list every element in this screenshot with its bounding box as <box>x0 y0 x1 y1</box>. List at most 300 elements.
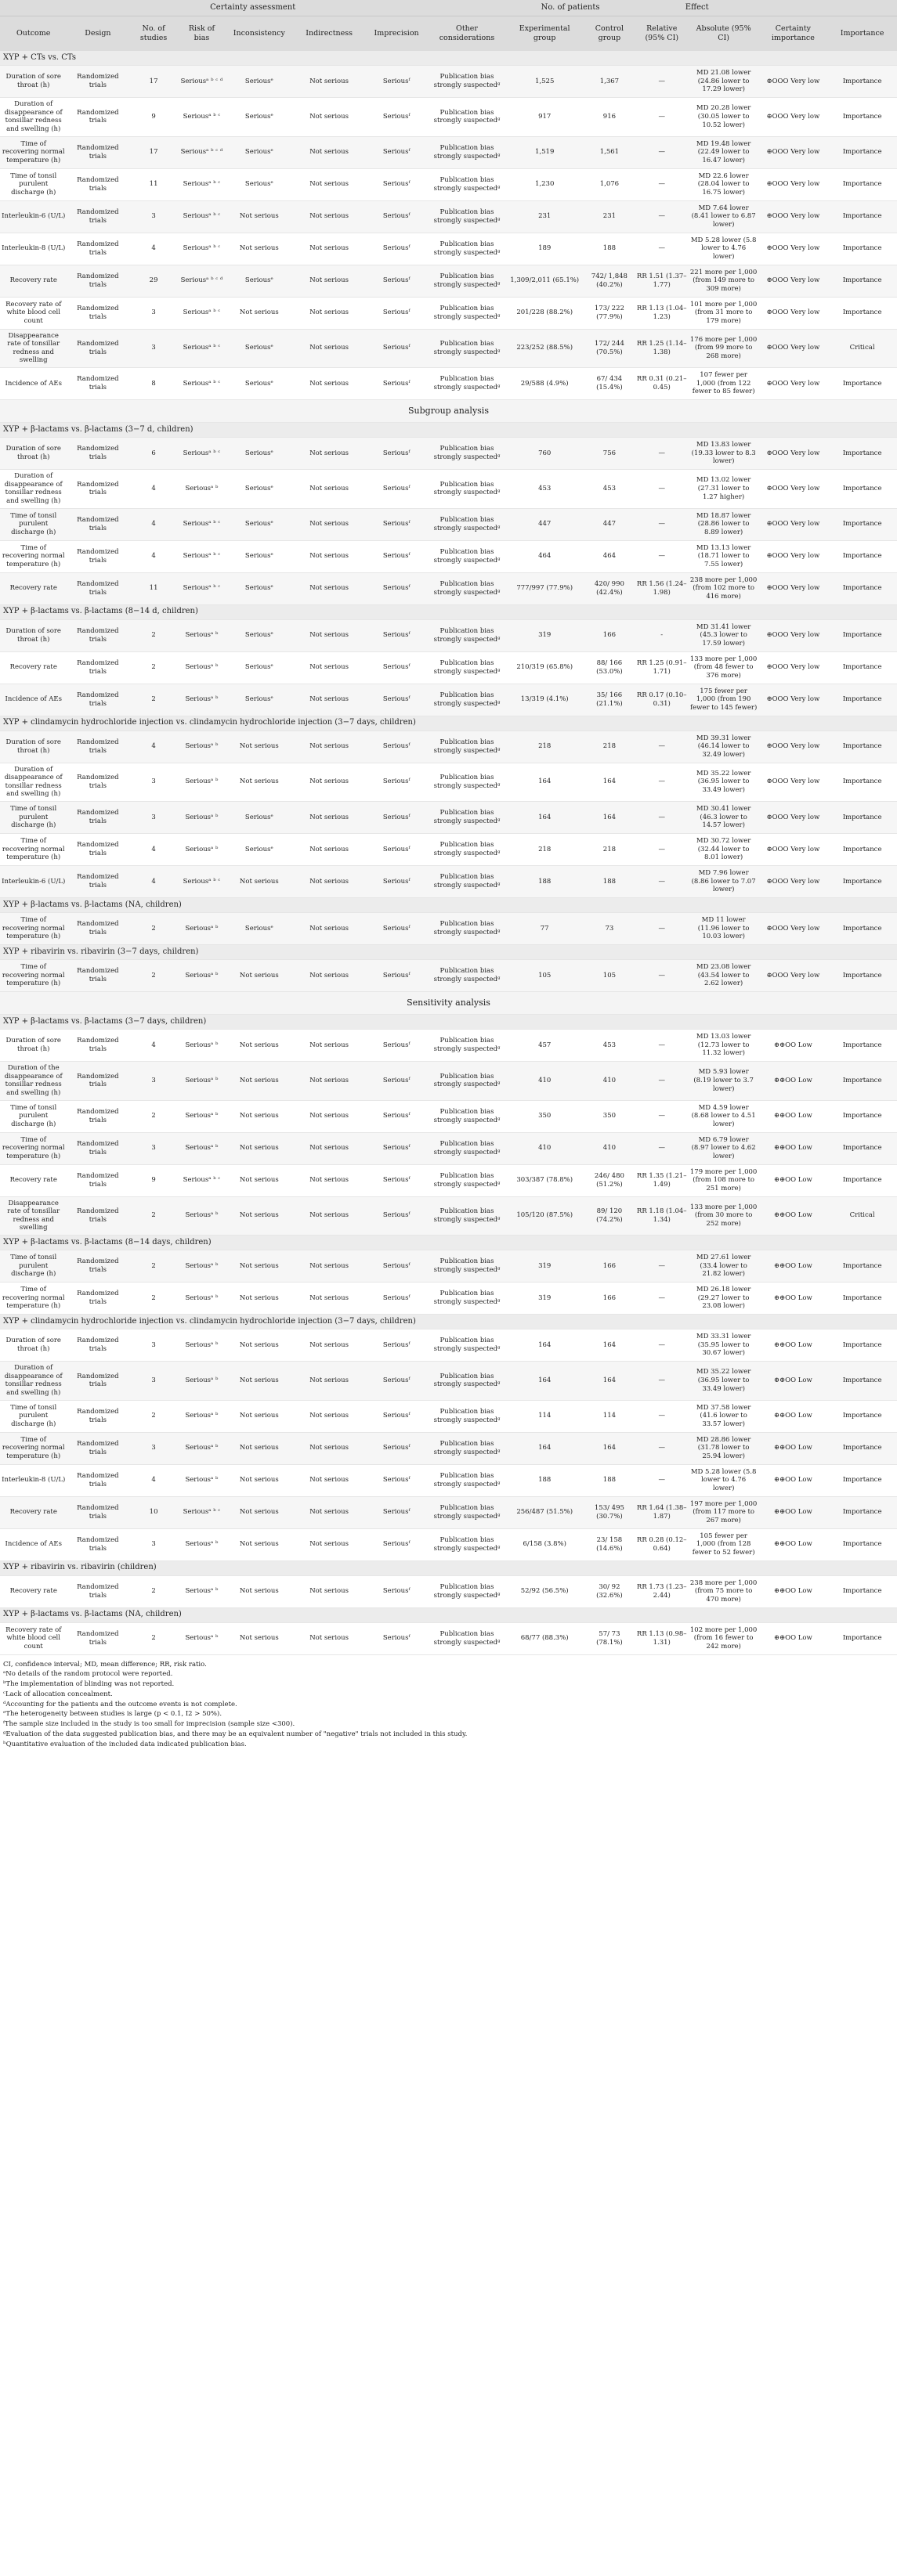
cell-design: Randomized trials <box>67 960 128 992</box>
cell-certainty: ⊕OOO Very low <box>759 763 828 802</box>
cell-importance: Importance <box>827 763 897 802</box>
cell-certainty: ⊕OOO Very low <box>759 960 828 992</box>
cell-outcome: Time of tonsil purulent discharge (h) <box>0 1250 67 1283</box>
cell-certainty: ⊕⊕OO Low <box>759 1100 828 1132</box>
cell-risk-of-bias: Seriousᵃ ᵇ <box>179 1432 225 1464</box>
cell-experimental-group: 760 <box>505 438 584 470</box>
cell-outcome: Recovery rate <box>0 1575 67 1607</box>
cell-control-group: 172/ 244 (70.5%) <box>584 329 635 368</box>
cell-control-group: 218 <box>584 731 635 763</box>
cell-certainty: ⊕OOO Very low <box>759 168 828 200</box>
cell-other-considerations: Publication bias strongly suspectedᵍ <box>429 1283 506 1315</box>
cell-design: Randomized trials <box>67 1196 128 1236</box>
col-imprecision: Imprecision <box>365 16 429 52</box>
cell-other-considerations: Publication bias strongly suspectedᵍ <box>429 470 506 509</box>
cell-design: Randomized trials <box>67 1250 128 1283</box>
cell-indirectness: Not serious <box>294 136 365 168</box>
cell-certainty: ⊕OOO Very low <box>759 368 828 400</box>
cell-certainty: ⊕⊕OO Low <box>759 1030 828 1062</box>
cell-inconsistency: Not serious <box>225 1250 294 1283</box>
cell-imprecision: Seriousᶠ <box>365 866 429 898</box>
cell-imprecision: Seriousᶠ <box>365 1362 429 1401</box>
cell-relative-effect: RR 0.17 (0.10–0.31) <box>635 684 689 716</box>
comparison-heading: XYP + β-lactams vs. β-lactams (NA, children) <box>0 898 897 913</box>
cell-relative-effect: RR 1.35 (1.21–1.49) <box>635 1164 689 1196</box>
cell-other-considerations: Publication bias strongly suspectedᵍ <box>429 368 506 400</box>
cell-imprecision: Seriousᶠ <box>365 913 429 945</box>
table-row <box>0 233 897 265</box>
cell-design: Randomized trials <box>67 684 128 716</box>
cell-risk-of-bias: Seriousᵃ ᵇ <box>179 960 225 992</box>
cell-absolute-effect: 176 more per 1,000 (from 99 more to 268 more) <box>689 329 759 368</box>
cell-inconsistency: Not serious <box>225 1132 294 1164</box>
cell-experimental-group: 231 <box>505 200 584 233</box>
cell-indirectness: Not serious <box>294 684 365 716</box>
cell-importance: Importance <box>827 1030 897 1062</box>
cell-experimental-group: 210/319 (65.8%) <box>505 651 584 684</box>
table-row <box>0 1528 897 1560</box>
cell-relative-effect: — <box>635 1030 689 1062</box>
cell-certainty: ⊕OOO Very low <box>759 136 828 168</box>
cell-no-of-studies: 2 <box>128 1283 179 1315</box>
footnote: ᵉThe heterogeneity between studies is large (p < 0.1, I2 > 50%). <box>3 1710 222 1719</box>
cell-no-of-studies: 3 <box>128 200 179 233</box>
col-risk-of-bias: Risk of bias <box>179 16 225 52</box>
table-row <box>0 368 897 400</box>
table-row <box>0 802 897 834</box>
cell-indirectness: Not serious <box>294 1164 365 1196</box>
table-row <box>0 1496 897 1528</box>
cell-importance: Importance <box>827 136 897 168</box>
cell-other-considerations: Publication bias strongly suspectedᵍ <box>429 1432 506 1464</box>
cell-outcome: Time of recovering normal temperature (h) <box>0 540 67 572</box>
cell-experimental-group: 410 <box>505 1062 584 1101</box>
cell-imprecision: Seriousᶠ <box>365 1100 429 1132</box>
table-row <box>0 619 897 651</box>
cell-design: Randomized trials <box>67 731 128 763</box>
cell-indirectness: Not serious <box>294 265 365 297</box>
cell-control-group: 57/ 73 (78.1%) <box>584 1622 635 1654</box>
cell-importance: Importance <box>827 651 897 684</box>
cell-control-group: 218 <box>584 834 635 866</box>
cell-importance: Importance <box>827 1132 897 1164</box>
cell-no-of-studies: 4 <box>128 1030 179 1062</box>
cell-indirectness: Not serious <box>294 1464 365 1496</box>
cell-absolute-effect: MD 27.61 lower (33.4 lower to 21.82 lower) <box>689 1250 759 1283</box>
cell-control-group: 1,076 <box>584 168 635 200</box>
cell-absolute-effect: 102 more per 1,000 (from 16 fewer to 242 more) <box>689 1622 759 1654</box>
cell-control-group: 410 <box>584 1062 635 1101</box>
cell-absolute-effect: MD 4.59 lower (8.68 lower to 4.51 lower) <box>689 1100 759 1132</box>
cell-control-group: 35/ 166 (21.1%) <box>584 684 635 716</box>
cell-certainty: ⊕OOO Very low <box>759 200 828 233</box>
cell-inconsistency: Not serious <box>225 297 294 329</box>
cell-design: Randomized trials <box>67 1432 128 1464</box>
cell-relative-effect: RR 1.64 (1.38–1.87) <box>635 1496 689 1528</box>
cell-imprecision: Seriousᶠ <box>365 651 429 684</box>
table-row <box>0 98 897 137</box>
comparison-heading: XYP + β-lactams vs. β-lactams (8−14 d, children) <box>0 604 897 619</box>
cell-relative-effect: — <box>635 731 689 763</box>
cell-risk-of-bias: Seriousᵃ ᵇ ᶜ ᵈ <box>179 265 225 297</box>
comparison-heading: XYP + clindamycin hydrochloride injection vs. clindamycin hydrochloride injection (3−7 days, children) <box>0 1315 897 1329</box>
cell-imprecision: Seriousᶠ <box>365 1250 429 1283</box>
cell-relative-effect: - <box>635 619 689 651</box>
table-row <box>0 329 897 368</box>
cell-importance: Importance <box>827 540 897 572</box>
table-row <box>0 913 897 945</box>
cell-imprecision: Seriousᶠ <box>365 763 429 802</box>
cell-risk-of-bias: Seriousᵃ ᵇ <box>179 684 225 716</box>
cell-relative-effect: RR 1.25 (1.14–1.38) <box>635 329 689 368</box>
cell-no-of-studies: 4 <box>128 866 179 898</box>
cell-design: Randomized trials <box>67 438 128 470</box>
cell-relative-effect: RR 1.13 (0.98–1.31) <box>635 1622 689 1654</box>
comparison-heading-row <box>0 423 897 438</box>
cell-inconsistency: Not serious <box>225 1464 294 1496</box>
cell-other-considerations: Publication bias strongly suspectedᵍ <box>429 619 506 651</box>
cell-no-of-studies: 3 <box>128 1132 179 1164</box>
cell-outcome: Time of recovering normal temperature (h) <box>0 960 67 992</box>
cell-indirectness: Not serious <box>294 960 365 992</box>
cell-absolute-effect: MD 22.6 lower (28.04 lower to 16.75 lower) <box>689 168 759 200</box>
col-experimental-group: Experimental group <box>505 16 584 52</box>
comparison-heading-row <box>0 1236 897 1250</box>
cell-control-group: 166 <box>584 1250 635 1283</box>
cell-absolute-effect: MD 20.28 lower (30.05 lower to 10.52 lower) <box>689 98 759 137</box>
cell-design: Randomized trials <box>67 540 128 572</box>
comparison-heading-row <box>0 945 897 960</box>
cell-no-of-studies: 2 <box>128 619 179 651</box>
cell-absolute-effect: 179 more per 1,000 (from 108 more to 251 more) <box>689 1164 759 1196</box>
col-inconsistency: Inconsistency <box>225 16 294 52</box>
cell-importance: Importance <box>827 802 897 834</box>
cell-certainty: ⊕⊕OO Low <box>759 1196 828 1236</box>
cell-absolute-effect: 133 more per 1,000 (from 30 more to 252 more) <box>689 1196 759 1236</box>
cell-risk-of-bias: Seriousᵃ ᵇ ᶜ <box>179 1496 225 1528</box>
cell-certainty: ⊕⊕OO Low <box>759 1496 828 1528</box>
cell-relative-effect: — <box>635 1132 689 1164</box>
cell-design: Randomized trials <box>67 508 128 540</box>
cell-experimental-group: 453 <box>505 470 584 509</box>
cell-outcome: Incidence of AEs <box>0 684 67 716</box>
cell-relative-effect: RR 1.51 (1.37–1.77) <box>635 265 689 297</box>
footnote: ᵍEvaluation of the data suggested publication bias, and there may be an equivalent number of "negative" trials not included in this study. <box>3 1730 468 1738</box>
analysis-heading: Subgroup analysis <box>0 400 897 423</box>
cell-risk-of-bias: Seriousᵃ ᵇ <box>179 1062 225 1101</box>
cell-importance: Importance <box>827 1622 897 1654</box>
cell-importance: Importance <box>827 1432 897 1464</box>
cell-no-of-studies: 4 <box>128 1464 179 1496</box>
cell-importance: Importance <box>827 168 897 200</box>
cell-indirectness: Not serious <box>294 651 365 684</box>
cell-imprecision: Seriousᶠ <box>365 1329 429 1362</box>
cell-imprecision: Seriousᶠ <box>365 1132 429 1164</box>
cell-indirectness: Not serious <box>294 297 365 329</box>
cell-imprecision: Seriousᶠ <box>365 1283 429 1315</box>
cell-design: Randomized trials <box>67 1283 128 1315</box>
cell-control-group: 453 <box>584 1030 635 1062</box>
footnote: ᶜLack of allocation concealment. <box>3 1690 113 1698</box>
col-control-group: Control group <box>584 16 635 52</box>
cell-no-of-studies: 2 <box>128 1622 179 1654</box>
cell-control-group: 246/ 480 (51.2%) <box>584 1164 635 1196</box>
cell-design: Randomized trials <box>67 1062 128 1101</box>
cell-risk-of-bias: Seriousᵃ ᵇ <box>179 1622 225 1654</box>
cell-indirectness: Not serious <box>294 200 365 233</box>
cell-inconsistency: Seriousᵉ <box>225 368 294 400</box>
cell-indirectness: Not serious <box>294 1329 365 1362</box>
cell-other-considerations: Publication bias strongly suspectedᵍ <box>429 1362 506 1401</box>
cell-outcome: Time of recovering normal temperature (h) <box>0 834 67 866</box>
cell-absolute-effect: MD 30.72 lower (32.44 lower to 8.01 lower) <box>689 834 759 866</box>
cell-outcome: Recovery rate <box>0 265 67 297</box>
cell-certainty: ⊕⊕OO Low <box>759 1132 828 1164</box>
cell-design: Randomized trials <box>67 619 128 651</box>
table-row <box>0 1196 897 1236</box>
cell-certainty: ⊕⊕OO Low <box>759 1283 828 1315</box>
cell-imprecision: Seriousᶠ <box>365 960 429 992</box>
cell-outcome: Disappearance rate of tonsillar redness and swelling <box>0 1196 67 1236</box>
cell-outcome: Recovery rate <box>0 1164 67 1196</box>
cell-outcome: Duration of sore throat (h) <box>0 66 67 98</box>
cell-risk-of-bias: Seriousᵃ ᵇ <box>179 1250 225 1283</box>
cell-design: Randomized trials <box>67 1400 128 1432</box>
cell-importance: Importance <box>827 1575 897 1607</box>
cell-other-considerations: Publication bias strongly suspectedᵍ <box>429 1329 506 1362</box>
cell-relative-effect: RR 1.73 (1.23–2.44) <box>635 1575 689 1607</box>
cell-risk-of-bias: Seriousᵃ ᵇ <box>179 619 225 651</box>
cell-other-considerations: Publication bias strongly suspectedᵍ <box>429 1164 506 1196</box>
cell-control-group: 1,367 <box>584 66 635 98</box>
cell-inconsistency: Seriousᵉ <box>225 540 294 572</box>
table-row <box>0 136 897 168</box>
cell-certainty: ⊕OOO Very low <box>759 834 828 866</box>
cell-certainty: ⊕OOO Very low <box>759 66 828 98</box>
cell-importance: Importance <box>827 684 897 716</box>
table-header <box>0 0 897 51</box>
cell-importance: Importance <box>827 1362 897 1401</box>
cell-absolute-effect: MD 7.64 lower (8.41 lower to 6.87 lower) <box>689 200 759 233</box>
cell-certainty: ⊕⊕OO Low <box>759 1575 828 1607</box>
cell-risk-of-bias: Seriousᵃ ᵇ <box>179 1196 225 1236</box>
cell-control-group: 188 <box>584 866 635 898</box>
cell-control-group: 173/ 222 (77.9%) <box>584 297 635 329</box>
cell-relative-effect: — <box>635 1432 689 1464</box>
cell-design: Randomized trials <box>67 368 128 400</box>
table-row <box>0 1575 897 1607</box>
cell-relative-effect: — <box>635 540 689 572</box>
table-row <box>0 1362 897 1401</box>
cell-imprecision: Seriousᶠ <box>365 368 429 400</box>
cell-risk-of-bias: Seriousᵃ ᵇ <box>179 1400 225 1432</box>
cell-imprecision: Seriousᶠ <box>365 200 429 233</box>
cell-inconsistency: Seriousᵉ <box>225 98 294 137</box>
cell-relative-effect: — <box>635 98 689 137</box>
cell-importance: Importance <box>827 438 897 470</box>
cell-inconsistency: Not serious <box>225 731 294 763</box>
cell-absolute-effect: 221 more per 1,000 (from 149 more to 309 more) <box>689 265 759 297</box>
cell-importance: Importance <box>827 1062 897 1101</box>
cell-experimental-group: 218 <box>505 731 584 763</box>
cell-relative-effect: — <box>635 200 689 233</box>
cell-experimental-group: 223/252 (88.5%) <box>505 329 584 368</box>
cell-experimental-group: 319 <box>505 619 584 651</box>
cell-relative-effect: RR 0.31 (0.21–0.45) <box>635 368 689 400</box>
cell-design: Randomized trials <box>67 1496 128 1528</box>
cell-control-group: 153/ 495 (30.7%) <box>584 1496 635 1528</box>
cell-indirectness: Not serious <box>294 540 365 572</box>
cell-importance: Critical <box>827 1196 897 1236</box>
cell-absolute-effect: MD 19.48 lower (22.49 lower to 16.47 lower) <box>689 136 759 168</box>
cell-imprecision: Seriousᶠ <box>365 470 429 509</box>
cell-inconsistency: Seriousᵉ <box>225 470 294 509</box>
cell-risk-of-bias: Seriousᵃ ᵇ <box>179 1100 225 1132</box>
cell-absolute-effect: MD 18.87 lower (28.86 lower to 8.89 lower) <box>689 508 759 540</box>
cell-risk-of-bias: Seriousᵃ ᵇ ᶜ ᵈ <box>179 136 225 168</box>
footnote: ᵃNo details of the random protocol were reported. <box>3 1670 173 1679</box>
cell-risk-of-bias: Seriousᵃ ᵇ <box>179 1528 225 1560</box>
cell-design: Randomized trials <box>67 651 128 684</box>
cell-relative-effect: — <box>635 233 689 265</box>
cell-control-group: 231 <box>584 200 635 233</box>
cell-absolute-effect: MD 26.18 lower (29.27 lower to 23.08 lower) <box>689 1283 759 1315</box>
cell-indirectness: Not serious <box>294 572 365 604</box>
cell-certainty: ⊕OOO Very low <box>759 866 828 898</box>
cell-other-considerations: Publication bias strongly suspectedᵍ <box>429 1030 506 1062</box>
cell-no-of-studies: 3 <box>128 763 179 802</box>
cell-control-group: 114 <box>584 1400 635 1432</box>
cell-other-considerations: Publication bias strongly suspectedᵍ <box>429 1622 506 1654</box>
cell-experimental-group: 1,525 <box>505 66 584 98</box>
cell-control-group: 105 <box>584 960 635 992</box>
cell-other-considerations: Publication bias strongly suspectedᵍ <box>429 438 506 470</box>
cell-experimental-group: 1,519 <box>505 136 584 168</box>
table-row <box>0 1100 897 1132</box>
cell-relative-effect: — <box>635 1329 689 1362</box>
table-body <box>0 51 897 1654</box>
cell-imprecision: Seriousᶠ <box>365 98 429 137</box>
cell-other-considerations: Publication bias strongly suspectedᵍ <box>429 265 506 297</box>
table-row <box>0 1464 897 1496</box>
cell-experimental-group: 77 <box>505 913 584 945</box>
comparison-heading: XYP + clindamycin hydrochloride injection vs. clindamycin hydrochloride injection (3−7 days, children) <box>0 716 897 731</box>
cell-imprecision: Seriousᶠ <box>365 1062 429 1101</box>
cell-inconsistency: Not serious <box>225 1062 294 1101</box>
cell-importance: Importance <box>827 233 897 265</box>
cell-absolute-effect: 175 fewer per 1,000 (from 190 fewer to 145 fewer) <box>689 684 759 716</box>
cell-importance: Importance <box>827 866 897 898</box>
cell-no-of-studies: 4 <box>128 470 179 509</box>
cell-other-considerations: Publication bias strongly suspectedᵍ <box>429 866 506 898</box>
col-outcome: Outcome <box>0 16 67 52</box>
cell-indirectness: Not serious <box>294 66 365 98</box>
col-absolute: Absolute (95% CI) <box>689 16 759 52</box>
cell-control-group: 67/ 434 (15.4%) <box>584 368 635 400</box>
cell-absolute-effect: MD 35.22 lower (36.95 lower to 33.49 lower) <box>689 1362 759 1401</box>
cell-risk-of-bias: Seriousᵃ ᵇ <box>179 834 225 866</box>
cell-importance: Importance <box>827 297 897 329</box>
cell-experimental-group: 303/387 (78.8%) <box>505 1164 584 1196</box>
table-row <box>0 66 897 98</box>
cell-design: Randomized trials <box>67 1329 128 1362</box>
cell-importance: Importance <box>827 265 897 297</box>
cell-absolute-effect: 197 more per 1,000 (from 117 more to 267 more) <box>689 1496 759 1528</box>
cell-risk-of-bias: Seriousᵃ ᵇ <box>179 1030 225 1062</box>
cell-absolute-effect: MD 35.22 lower (36.95 lower to 33.49 lower) <box>689 763 759 802</box>
cell-no-of-studies: 3 <box>128 802 179 834</box>
cell-other-considerations: Publication bias strongly suspectedᵍ <box>429 1528 506 1560</box>
cell-inconsistency: Not serious <box>225 1400 294 1432</box>
cell-inconsistency: Seriousᵉ <box>225 329 294 368</box>
cell-outcome: Time of tonsil purulent discharge (h) <box>0 802 67 834</box>
comparison-heading-row <box>0 716 897 731</box>
cell-experimental-group: 164 <box>505 802 584 834</box>
cell-indirectness: Not serious <box>294 1400 365 1432</box>
cell-experimental-group: 410 <box>505 1132 584 1164</box>
cell-no-of-studies: 2 <box>128 913 179 945</box>
cell-inconsistency: Not serious <box>225 1622 294 1654</box>
cell-certainty: ⊕OOO Very low <box>759 329 828 368</box>
cell-inconsistency: Seriousᵉ <box>225 438 294 470</box>
cell-experimental-group: 164 <box>505 1432 584 1464</box>
comparison-heading: XYP + β-lactams vs. β-lactams (8−14 days, children) <box>0 1236 897 1250</box>
table-row <box>0 572 897 604</box>
cell-no-of-studies: 10 <box>128 1496 179 1528</box>
cell-experimental-group: 1,309/2,011 (65.1%) <box>505 265 584 297</box>
cell-indirectness: Not serious <box>294 619 365 651</box>
cell-experimental-group: 52/92 (56.5%) <box>505 1575 584 1607</box>
cell-absolute-effect: MD 11 lower (11.96 lower to 10.03 lower) <box>689 913 759 945</box>
cell-design: Randomized trials <box>67 913 128 945</box>
cell-outcome: Duration of sore throat (h) <box>0 438 67 470</box>
cell-other-considerations: Publication bias strongly suspectedᵍ <box>429 763 506 802</box>
cell-relative-effect: — <box>635 1283 689 1315</box>
cell-no-of-studies: 9 <box>128 1164 179 1196</box>
cell-no-of-studies: 11 <box>128 168 179 200</box>
table-row <box>0 1164 897 1196</box>
cell-importance: Importance <box>827 1496 897 1528</box>
cell-indirectness: Not serious <box>294 1100 365 1132</box>
cell-design: Randomized trials <box>67 1362 128 1401</box>
cell-other-considerations: Publication bias strongly suspectedᵍ <box>429 651 506 684</box>
cell-importance: Importance <box>827 731 897 763</box>
cell-other-considerations: Publication bias strongly suspectedᵍ <box>429 1100 506 1132</box>
cell-no-of-studies: 4 <box>128 731 179 763</box>
cell-certainty: ⊕OOO Very low <box>759 731 828 763</box>
cell-other-considerations: Publication bias strongly suspectedᵍ <box>429 329 506 368</box>
cell-risk-of-bias: Seriousᵃ ᵇ <box>179 763 225 802</box>
cell-experimental-group: 13/319 (4.1%) <box>505 684 584 716</box>
cell-inconsistency: Not serious <box>225 1283 294 1315</box>
cell-control-group: 164 <box>584 802 635 834</box>
cell-no-of-studies: 2 <box>128 1575 179 1607</box>
cell-design: Randomized trials <box>67 329 128 368</box>
cell-inconsistency: Seriousᵉ <box>225 136 294 168</box>
cell-risk-of-bias: Seriousᵃ ᵇ ᶜ <box>179 572 225 604</box>
cell-risk-of-bias: Seriousᵃ ᵇ <box>179 1283 225 1315</box>
cell-inconsistency: Not serious <box>225 1432 294 1464</box>
cell-certainty: ⊕OOO Very low <box>759 913 828 945</box>
cell-outcome: Time of recovering normal temperature (h) <box>0 1283 67 1315</box>
cell-experimental-group: 188 <box>505 1464 584 1496</box>
cell-relative-effect: — <box>635 1250 689 1283</box>
cell-outcome: Incidence of AEs <box>0 368 67 400</box>
cell-importance: Importance <box>827 368 897 400</box>
cell-relative-effect: — <box>635 508 689 540</box>
cell-indirectness: Not serious <box>294 1622 365 1654</box>
cell-inconsistency: Not serious <box>225 1030 294 1062</box>
